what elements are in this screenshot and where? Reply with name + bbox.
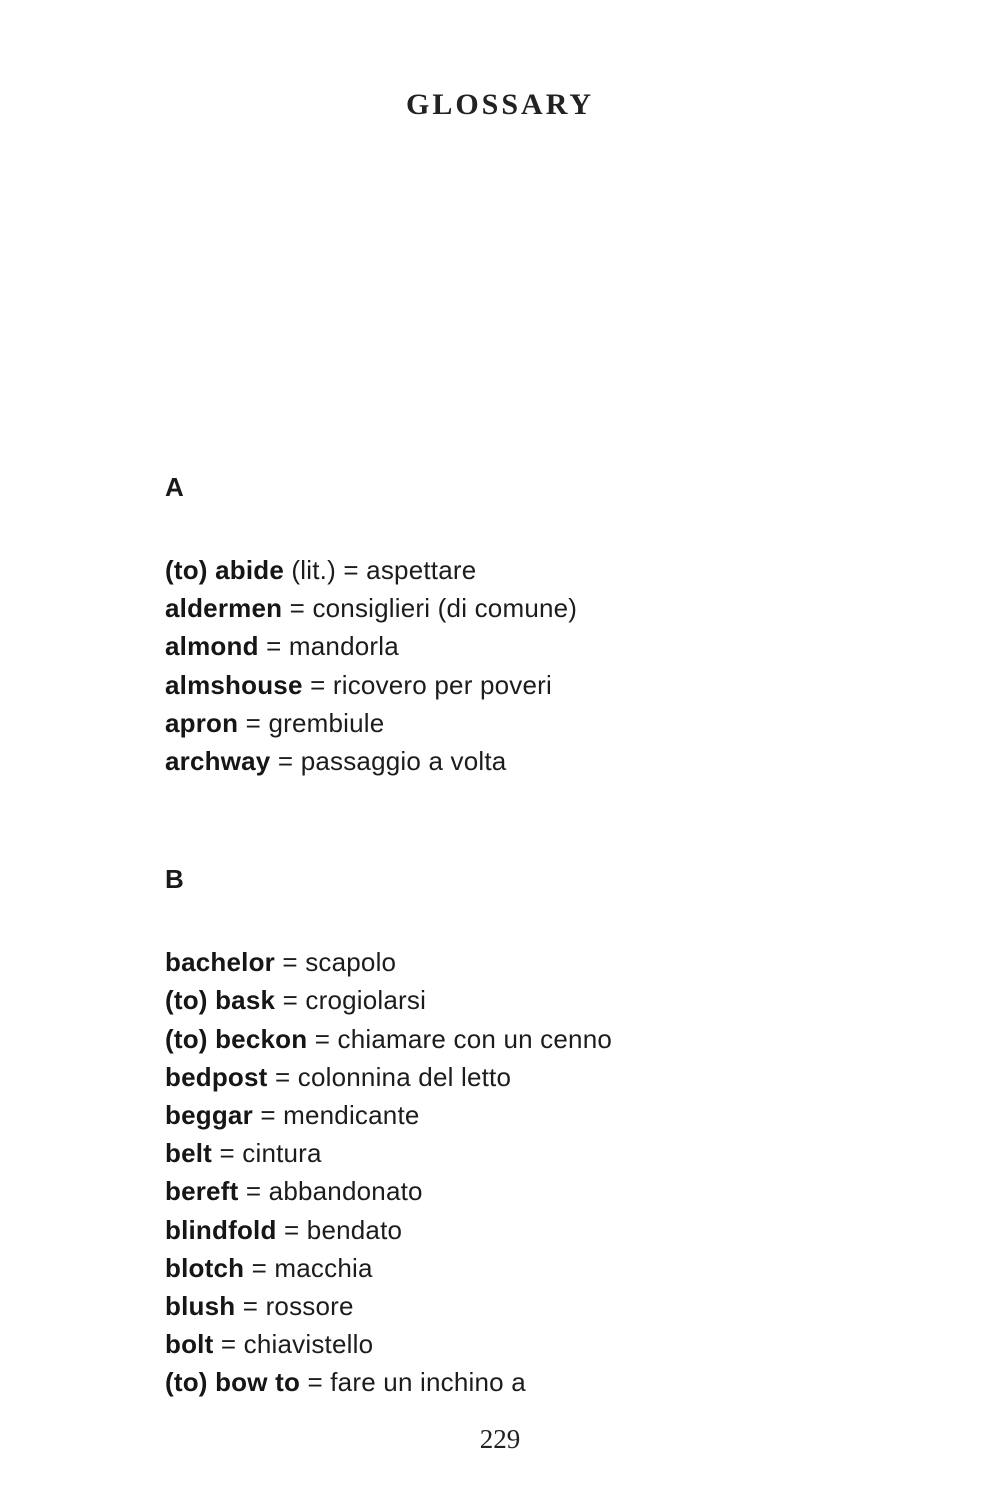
glossary-entry	[165, 1096, 920, 1134]
entry-term: blotch	[165, 1252, 245, 1283]
entry-definition: = scapolo	[274, 947, 397, 978]
entry-term: beggar	[165, 1100, 253, 1131]
entry-term: almshouse	[165, 669, 303, 700]
glossary-entry	[165, 1211, 920, 1249]
entry-definition: = mendicante	[252, 1100, 420, 1131]
entry-definition: = chiamare con un cenno	[307, 1023, 613, 1054]
section-b-entries	[165, 943, 920, 1401]
entry-term: bachelor	[165, 947, 275, 978]
entry-term: blush	[165, 1291, 236, 1322]
page-number: 229	[479, 1424, 521, 1454]
glossary-entry	[165, 704, 920, 742]
entry-term: (to) bow to	[165, 1367, 301, 1398]
glossary-entry	[165, 1172, 920, 1210]
entry-term: almond	[165, 631, 259, 662]
glossary-entry	[165, 943, 920, 981]
entry-definition: = abbandonato	[238, 1176, 423, 1207]
entry-definition: = passaggio a volta	[270, 746, 507, 777]
glossary-entry	[165, 981, 920, 1019]
entry-definition: = ricovero per poveri	[302, 669, 552, 700]
entry-term: bedpost	[165, 1061, 268, 1092]
entry-definition: (lit.) = aspettare	[284, 555, 477, 585]
entry-definition: = cintura	[212, 1138, 322, 1169]
glossary-content	[0, 472, 1000, 1402]
section-a-entries	[165, 551, 920, 780]
entry-definition: = macchia	[244, 1252, 373, 1283]
entry-term: apron	[165, 707, 239, 738]
section-letter-b: B	[165, 864, 184, 895]
section-letter-a: A	[165, 472, 184, 502]
glossary-entry	[165, 1134, 920, 1172]
glossary-entry	[165, 1058, 920, 1096]
entry-term: bereft	[165, 1176, 239, 1207]
entry-term: blindfold	[165, 1214, 277, 1245]
entry-term: (to) beckon	[165, 1023, 308, 1054]
glossary-entry	[165, 666, 920, 704]
entry-definition: = consiglieri (di comune)	[282, 593, 578, 624]
glossary-entry	[165, 1363, 920, 1401]
glossary-entry	[165, 589, 920, 627]
entry-definition: = crogiolarsi	[275, 985, 427, 1016]
entry-definition: = colonnina del letto	[267, 1061, 512, 1092]
glossary-entry	[165, 1325, 920, 1363]
entry-term: belt	[165, 1138, 213, 1169]
entry-definition: = grembiule	[238, 707, 385, 738]
entry-definition: = fare un inchino a	[300, 1367, 526, 1398]
glossary-entry	[165, 627, 920, 665]
glossary-entry	[165, 742, 920, 780]
glossary-entry	[165, 1287, 920, 1325]
entry-term: (to) abide	[165, 555, 284, 585]
entry-term: (to) bask	[165, 985, 276, 1016]
entry-term: aldermen	[165, 593, 283, 624]
entry-term: archway	[165, 746, 271, 777]
glossary-entry	[165, 551, 920, 589]
entry-definition: = chiavistello	[213, 1329, 374, 1360]
glossary-entry	[165, 1020, 920, 1058]
entry-definition: = mandorla	[258, 631, 399, 662]
glossary-entry	[165, 1249, 920, 1287]
entry-definition: = bendato	[276, 1214, 403, 1245]
page-title: GLOSSARY	[406, 88, 594, 121]
entry-term: bolt	[165, 1329, 214, 1360]
entry-definition: = rossore	[235, 1291, 354, 1322]
